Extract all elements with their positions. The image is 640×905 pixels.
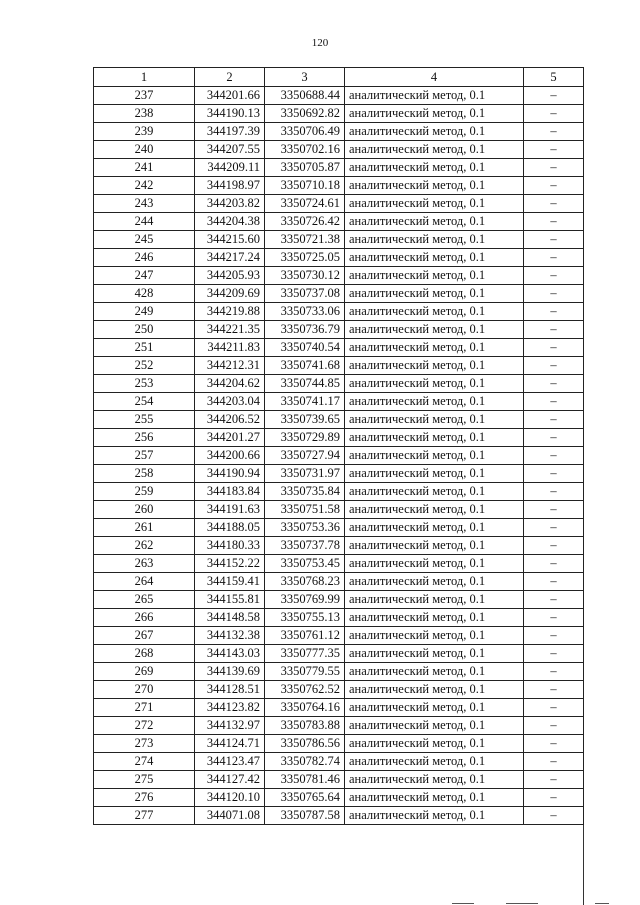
description-cell: – — [524, 411, 584, 429]
table-row — [94, 177, 584, 195]
description-cell: – — [524, 573, 584, 591]
method-cell: аналитический метод, 0.1 — [345, 447, 524, 465]
table-row — [94, 429, 584, 447]
table-row — [94, 519, 584, 537]
point-number-cell: 262 — [94, 537, 195, 555]
table-row — [94, 807, 584, 825]
description-cell: – — [524, 375, 584, 393]
x-coordinate-cell: 344183.84 — [195, 483, 265, 501]
x-coordinate-cell: 344152.22 — [195, 555, 265, 573]
method-cell: аналитический метод, 0.1 — [345, 555, 524, 573]
table-row — [94, 159, 584, 177]
method-cell: аналитический метод, 0.1 — [345, 465, 524, 483]
point-number-cell: 249 — [94, 303, 195, 321]
point-number-cell: 237 — [94, 87, 195, 105]
table-row — [94, 537, 584, 555]
y-coordinate-cell: 3350777.35 — [265, 645, 345, 663]
column-header-x: 2 — [195, 68, 265, 87]
y-coordinate-cell: 3350783.88 — [265, 717, 345, 735]
y-coordinate-cell: 3350706.49 — [265, 123, 345, 141]
y-coordinate-cell: 3350787.58 — [265, 807, 345, 825]
y-coordinate-cell: 3350768.23 — [265, 573, 345, 591]
y-coordinate-cell: 3350764.16 — [265, 699, 345, 717]
point-number-cell: 272 — [94, 717, 195, 735]
x-coordinate-cell: 344159.41 — [195, 573, 265, 591]
table-row — [94, 573, 584, 591]
y-coordinate-cell: 3350735.84 — [265, 483, 345, 501]
point-number-cell: 252 — [94, 357, 195, 375]
method-cell: аналитический метод, 0.1 — [345, 483, 524, 501]
description-cell: – — [524, 591, 584, 609]
method-cell: аналитический метод, 0.1 — [345, 735, 524, 753]
method-cell: аналитический метод, 0.1 — [345, 141, 524, 159]
description-cell: – — [524, 357, 584, 375]
description-cell: – — [524, 141, 584, 159]
table-row — [94, 105, 584, 123]
x-coordinate-cell: 344123.47 — [195, 753, 265, 771]
x-coordinate-cell: 344207.55 — [195, 141, 265, 159]
y-coordinate-cell: 3350737.08 — [265, 285, 345, 303]
point-number-cell: 255 — [94, 411, 195, 429]
x-coordinate-cell: 344127.42 — [195, 771, 265, 789]
x-coordinate-cell: 344206.52 — [195, 411, 265, 429]
method-cell: аналитический метод, 0.1 — [345, 105, 524, 123]
method-cell: аналитический метод, 0.1 — [345, 807, 524, 825]
description-cell: – — [524, 483, 584, 501]
point-number-cell: 247 — [94, 267, 195, 285]
point-number-cell: 240 — [94, 141, 195, 159]
x-coordinate-cell: 344190.13 — [195, 105, 265, 123]
point-number-cell: 257 — [94, 447, 195, 465]
point-number-cell: 260 — [94, 501, 195, 519]
y-coordinate-cell: 3350741.17 — [265, 393, 345, 411]
point-number-cell: 428 — [94, 285, 195, 303]
method-cell: аналитический метод, 0.1 — [345, 573, 524, 591]
x-coordinate-cell: 344132.38 — [195, 627, 265, 645]
table-row — [94, 87, 584, 105]
table-row — [94, 465, 584, 483]
table-row — [94, 735, 584, 753]
description-cell: – — [524, 123, 584, 141]
table-row — [94, 339, 584, 357]
method-cell: аналитический метод, 0.1 — [345, 123, 524, 141]
y-coordinate-cell: 3350721.38 — [265, 231, 345, 249]
x-coordinate-cell: 344197.39 — [195, 123, 265, 141]
y-coordinate-cell: 3350727.94 — [265, 447, 345, 465]
point-number-cell: 276 — [94, 789, 195, 807]
table-row — [94, 753, 584, 771]
description-cell: – — [524, 699, 584, 717]
x-coordinate-cell: 344212.31 — [195, 357, 265, 375]
description-cell: – — [524, 753, 584, 771]
table-row — [94, 483, 584, 501]
table-row — [94, 249, 584, 267]
point-number-cell: 277 — [94, 807, 195, 825]
x-coordinate-cell: 344221.35 — [195, 321, 265, 339]
point-number-cell: 265 — [94, 591, 195, 609]
method-cell: аналитический метод, 0.1 — [345, 537, 524, 555]
table-row — [94, 447, 584, 465]
table-row — [94, 267, 584, 285]
x-coordinate-cell: 344209.69 — [195, 285, 265, 303]
y-coordinate-cell: 3350781.46 — [265, 771, 345, 789]
y-coordinate-cell: 3350736.79 — [265, 321, 345, 339]
table-row — [94, 627, 584, 645]
method-cell: аналитический метод, 0.1 — [345, 411, 524, 429]
x-coordinate-cell: 344148.58 — [195, 609, 265, 627]
point-number-cell: 245 — [94, 231, 195, 249]
scan-artifact — [595, 903, 609, 904]
description-cell: – — [524, 285, 584, 303]
description-cell: – — [524, 159, 584, 177]
description-cell: – — [524, 771, 584, 789]
point-number-cell: 264 — [94, 573, 195, 591]
method-cell: аналитический метод, 0.1 — [345, 375, 524, 393]
point-number-cell: 239 — [94, 123, 195, 141]
point-number-cell: 243 — [94, 195, 195, 213]
method-cell: аналитический метод, 0.1 — [345, 753, 524, 771]
method-cell: аналитический метод, 0.1 — [345, 771, 524, 789]
column-header-method: 4 — [345, 68, 524, 87]
table-row — [94, 645, 584, 663]
point-number-cell: 246 — [94, 249, 195, 267]
method-cell: аналитический метод, 0.1 — [345, 591, 524, 609]
point-number-cell: 270 — [94, 681, 195, 699]
y-coordinate-cell: 3350725.05 — [265, 249, 345, 267]
point-number-cell: 251 — [94, 339, 195, 357]
y-coordinate-cell: 3350741.68 — [265, 357, 345, 375]
method-cell: аналитический метод, 0.1 — [345, 519, 524, 537]
description-cell: – — [524, 105, 584, 123]
x-coordinate-cell: 344155.81 — [195, 591, 265, 609]
table-row — [94, 303, 584, 321]
description-cell: – — [524, 195, 584, 213]
y-coordinate-cell: 3350705.87 — [265, 159, 345, 177]
table-row — [94, 411, 584, 429]
table-row — [94, 231, 584, 249]
description-cell: – — [524, 429, 584, 447]
x-coordinate-cell: 344198.97 — [195, 177, 265, 195]
y-coordinate-cell: 3350779.55 — [265, 663, 345, 681]
description-cell: – — [524, 249, 584, 267]
y-coordinate-cell: 3350765.64 — [265, 789, 345, 807]
x-coordinate-cell: 344205.93 — [195, 267, 265, 285]
page-number: 120 — [311, 37, 329, 49]
x-coordinate-cell: 344139.69 — [195, 663, 265, 681]
description-cell: – — [524, 663, 584, 681]
description-cell: – — [524, 177, 584, 195]
method-cell: аналитический метод, 0.1 — [345, 357, 524, 375]
description-cell: – — [524, 627, 584, 645]
point-number-cell: 267 — [94, 627, 195, 645]
description-cell: – — [524, 807, 584, 825]
method-cell: аналитический метод, 0.1 — [345, 789, 524, 807]
description-cell: – — [524, 465, 584, 483]
x-coordinate-cell: 344071.08 — [195, 807, 265, 825]
y-coordinate-cell: 3350755.13 — [265, 609, 345, 627]
point-number-cell: 273 — [94, 735, 195, 753]
method-cell: аналитический метод, 0.1 — [345, 429, 524, 447]
y-coordinate-cell: 3350739.65 — [265, 411, 345, 429]
table-row — [94, 789, 584, 807]
x-coordinate-cell: 344215.60 — [195, 231, 265, 249]
method-cell: аналитический метод, 0.1 — [345, 663, 524, 681]
point-number-cell: 253 — [94, 375, 195, 393]
y-coordinate-cell: 3350733.06 — [265, 303, 345, 321]
method-cell: аналитический метод, 0.1 — [345, 609, 524, 627]
x-coordinate-cell: 344203.04 — [195, 393, 265, 411]
point-number-cell: 263 — [94, 555, 195, 573]
column-header-y: 3 — [265, 68, 345, 87]
table-row — [94, 393, 584, 411]
x-coordinate-cell: 344209.11 — [195, 159, 265, 177]
description-cell: – — [524, 393, 584, 411]
point-number-cell: 268 — [94, 645, 195, 663]
y-coordinate-cell: 3350753.45 — [265, 555, 345, 573]
method-cell: аналитический метод, 0.1 — [345, 699, 524, 717]
method-cell: аналитический метод, 0.1 — [345, 717, 524, 735]
y-coordinate-cell: 3350786.56 — [265, 735, 345, 753]
point-number-cell: 241 — [94, 159, 195, 177]
y-coordinate-cell: 3350753.36 — [265, 519, 345, 537]
table-row — [94, 663, 584, 681]
y-coordinate-cell: 3350744.85 — [265, 375, 345, 393]
description-cell: – — [524, 303, 584, 321]
x-coordinate-cell: 344204.62 — [195, 375, 265, 393]
table-row — [94, 375, 584, 393]
scan-artifact — [452, 903, 474, 904]
table-body — [94, 87, 584, 825]
table-row — [94, 699, 584, 717]
x-coordinate-cell: 344211.83 — [195, 339, 265, 357]
description-cell: – — [524, 789, 584, 807]
method-cell: аналитический метод, 0.1 — [345, 87, 524, 105]
description-cell: – — [524, 681, 584, 699]
y-coordinate-cell: 3350688.44 — [265, 87, 345, 105]
point-number-cell: 242 — [94, 177, 195, 195]
x-coordinate-cell: 344120.10 — [195, 789, 265, 807]
description-cell: – — [524, 447, 584, 465]
y-coordinate-cell: 3350730.12 — [265, 267, 345, 285]
description-cell: – — [524, 501, 584, 519]
table-row — [94, 213, 584, 231]
point-number-cell: 250 — [94, 321, 195, 339]
x-coordinate-cell: 344190.94 — [195, 465, 265, 483]
y-coordinate-cell: 3350737.78 — [265, 537, 345, 555]
method-cell: аналитический метод, 0.1 — [345, 195, 524, 213]
x-coordinate-cell: 344188.05 — [195, 519, 265, 537]
y-coordinate-cell: 3350751.58 — [265, 501, 345, 519]
point-number-cell: 271 — [94, 699, 195, 717]
point-number-cell: 275 — [94, 771, 195, 789]
description-cell: – — [524, 609, 584, 627]
table-row — [94, 501, 584, 519]
method-cell: аналитический метод, 0.1 — [345, 213, 524, 231]
description-cell: – — [524, 555, 584, 573]
x-coordinate-cell: 344143.03 — [195, 645, 265, 663]
table-row — [94, 195, 584, 213]
description-cell: – — [524, 645, 584, 663]
x-coordinate-cell: 344219.88 — [195, 303, 265, 321]
description-cell: – — [524, 231, 584, 249]
point-number-cell: 269 — [94, 663, 195, 681]
description-cell: – — [524, 267, 584, 285]
table-row — [94, 681, 584, 699]
y-coordinate-cell: 3350726.42 — [265, 213, 345, 231]
y-coordinate-cell: 3350702.16 — [265, 141, 345, 159]
table-row — [94, 555, 584, 573]
method-cell: аналитический метод, 0.1 — [345, 321, 524, 339]
table-row — [94, 357, 584, 375]
y-coordinate-cell: 3350769.99 — [265, 591, 345, 609]
point-number-cell: 261 — [94, 519, 195, 537]
table-header-row — [94, 68, 584, 87]
x-coordinate-cell: 344201.27 — [195, 429, 265, 447]
method-cell: аналитический метод, 0.1 — [345, 159, 524, 177]
table-row — [94, 141, 584, 159]
point-number-cell: 266 — [94, 609, 195, 627]
description-cell: – — [524, 321, 584, 339]
x-coordinate-cell: 344203.82 — [195, 195, 265, 213]
y-coordinate-cell: 3350710.18 — [265, 177, 345, 195]
y-coordinate-cell: 3350731.97 — [265, 465, 345, 483]
method-cell: аналитический метод, 0.1 — [345, 249, 524, 267]
method-cell: аналитический метод, 0.1 — [345, 339, 524, 357]
method-cell: аналитический метод, 0.1 — [345, 681, 524, 699]
x-coordinate-cell: 344123.82 — [195, 699, 265, 717]
column-header-point-number: 1 — [94, 68, 195, 87]
x-coordinate-cell: 344200.66 — [195, 447, 265, 465]
table-row — [94, 609, 584, 627]
point-number-cell: 274 — [94, 753, 195, 771]
method-cell: аналитический метод, 0.1 — [345, 285, 524, 303]
description-cell: – — [524, 519, 584, 537]
x-coordinate-cell: 344124.71 — [195, 735, 265, 753]
x-coordinate-cell: 344191.63 — [195, 501, 265, 519]
method-cell: аналитический метод, 0.1 — [345, 231, 524, 249]
y-coordinate-cell: 3350740.54 — [265, 339, 345, 357]
point-number-cell: 238 — [94, 105, 195, 123]
table-row — [94, 771, 584, 789]
x-coordinate-cell: 344180.33 — [195, 537, 265, 555]
description-cell: – — [524, 717, 584, 735]
point-number-cell: 258 — [94, 465, 195, 483]
y-coordinate-cell: 3350724.61 — [265, 195, 345, 213]
description-cell: – — [524, 339, 584, 357]
point-number-cell: 256 — [94, 429, 195, 447]
method-cell: аналитический метод, 0.1 — [345, 501, 524, 519]
method-cell: аналитический метод, 0.1 — [345, 393, 524, 411]
y-coordinate-cell: 3350692.82 — [265, 105, 345, 123]
description-cell: – — [524, 213, 584, 231]
scan-artifact — [506, 903, 538, 904]
method-cell: аналитический метод, 0.1 — [345, 645, 524, 663]
y-coordinate-cell: 3350762.52 — [265, 681, 345, 699]
description-cell: – — [524, 537, 584, 555]
point-number-cell: 259 — [94, 483, 195, 501]
y-coordinate-cell: 3350761.12 — [265, 627, 345, 645]
x-coordinate-cell: 344217.24 — [195, 249, 265, 267]
point-number-cell: 254 — [94, 393, 195, 411]
y-coordinate-cell: 3350729.89 — [265, 429, 345, 447]
x-coordinate-cell: 344128.51 — [195, 681, 265, 699]
x-coordinate-cell: 344132.97 — [195, 717, 265, 735]
table-row — [94, 123, 584, 141]
coordinates-table — [93, 67, 584, 825]
table-row — [94, 321, 584, 339]
table-row — [94, 591, 584, 609]
x-coordinate-cell: 344204.38 — [195, 213, 265, 231]
method-cell: аналитический метод, 0.1 — [345, 627, 524, 645]
point-number-cell: 244 — [94, 213, 195, 231]
description-cell: – — [524, 87, 584, 105]
column-header-description: 5 — [524, 68, 584, 87]
method-cell: аналитический метод, 0.1 — [345, 267, 524, 285]
method-cell: аналитический метод, 0.1 — [345, 177, 524, 195]
table-row — [94, 717, 584, 735]
description-cell: – — [524, 735, 584, 753]
method-cell: аналитический метод, 0.1 — [345, 303, 524, 321]
y-coordinate-cell: 3350782.74 — [265, 753, 345, 771]
x-coordinate-cell: 344201.66 — [195, 87, 265, 105]
table-row — [94, 285, 584, 303]
